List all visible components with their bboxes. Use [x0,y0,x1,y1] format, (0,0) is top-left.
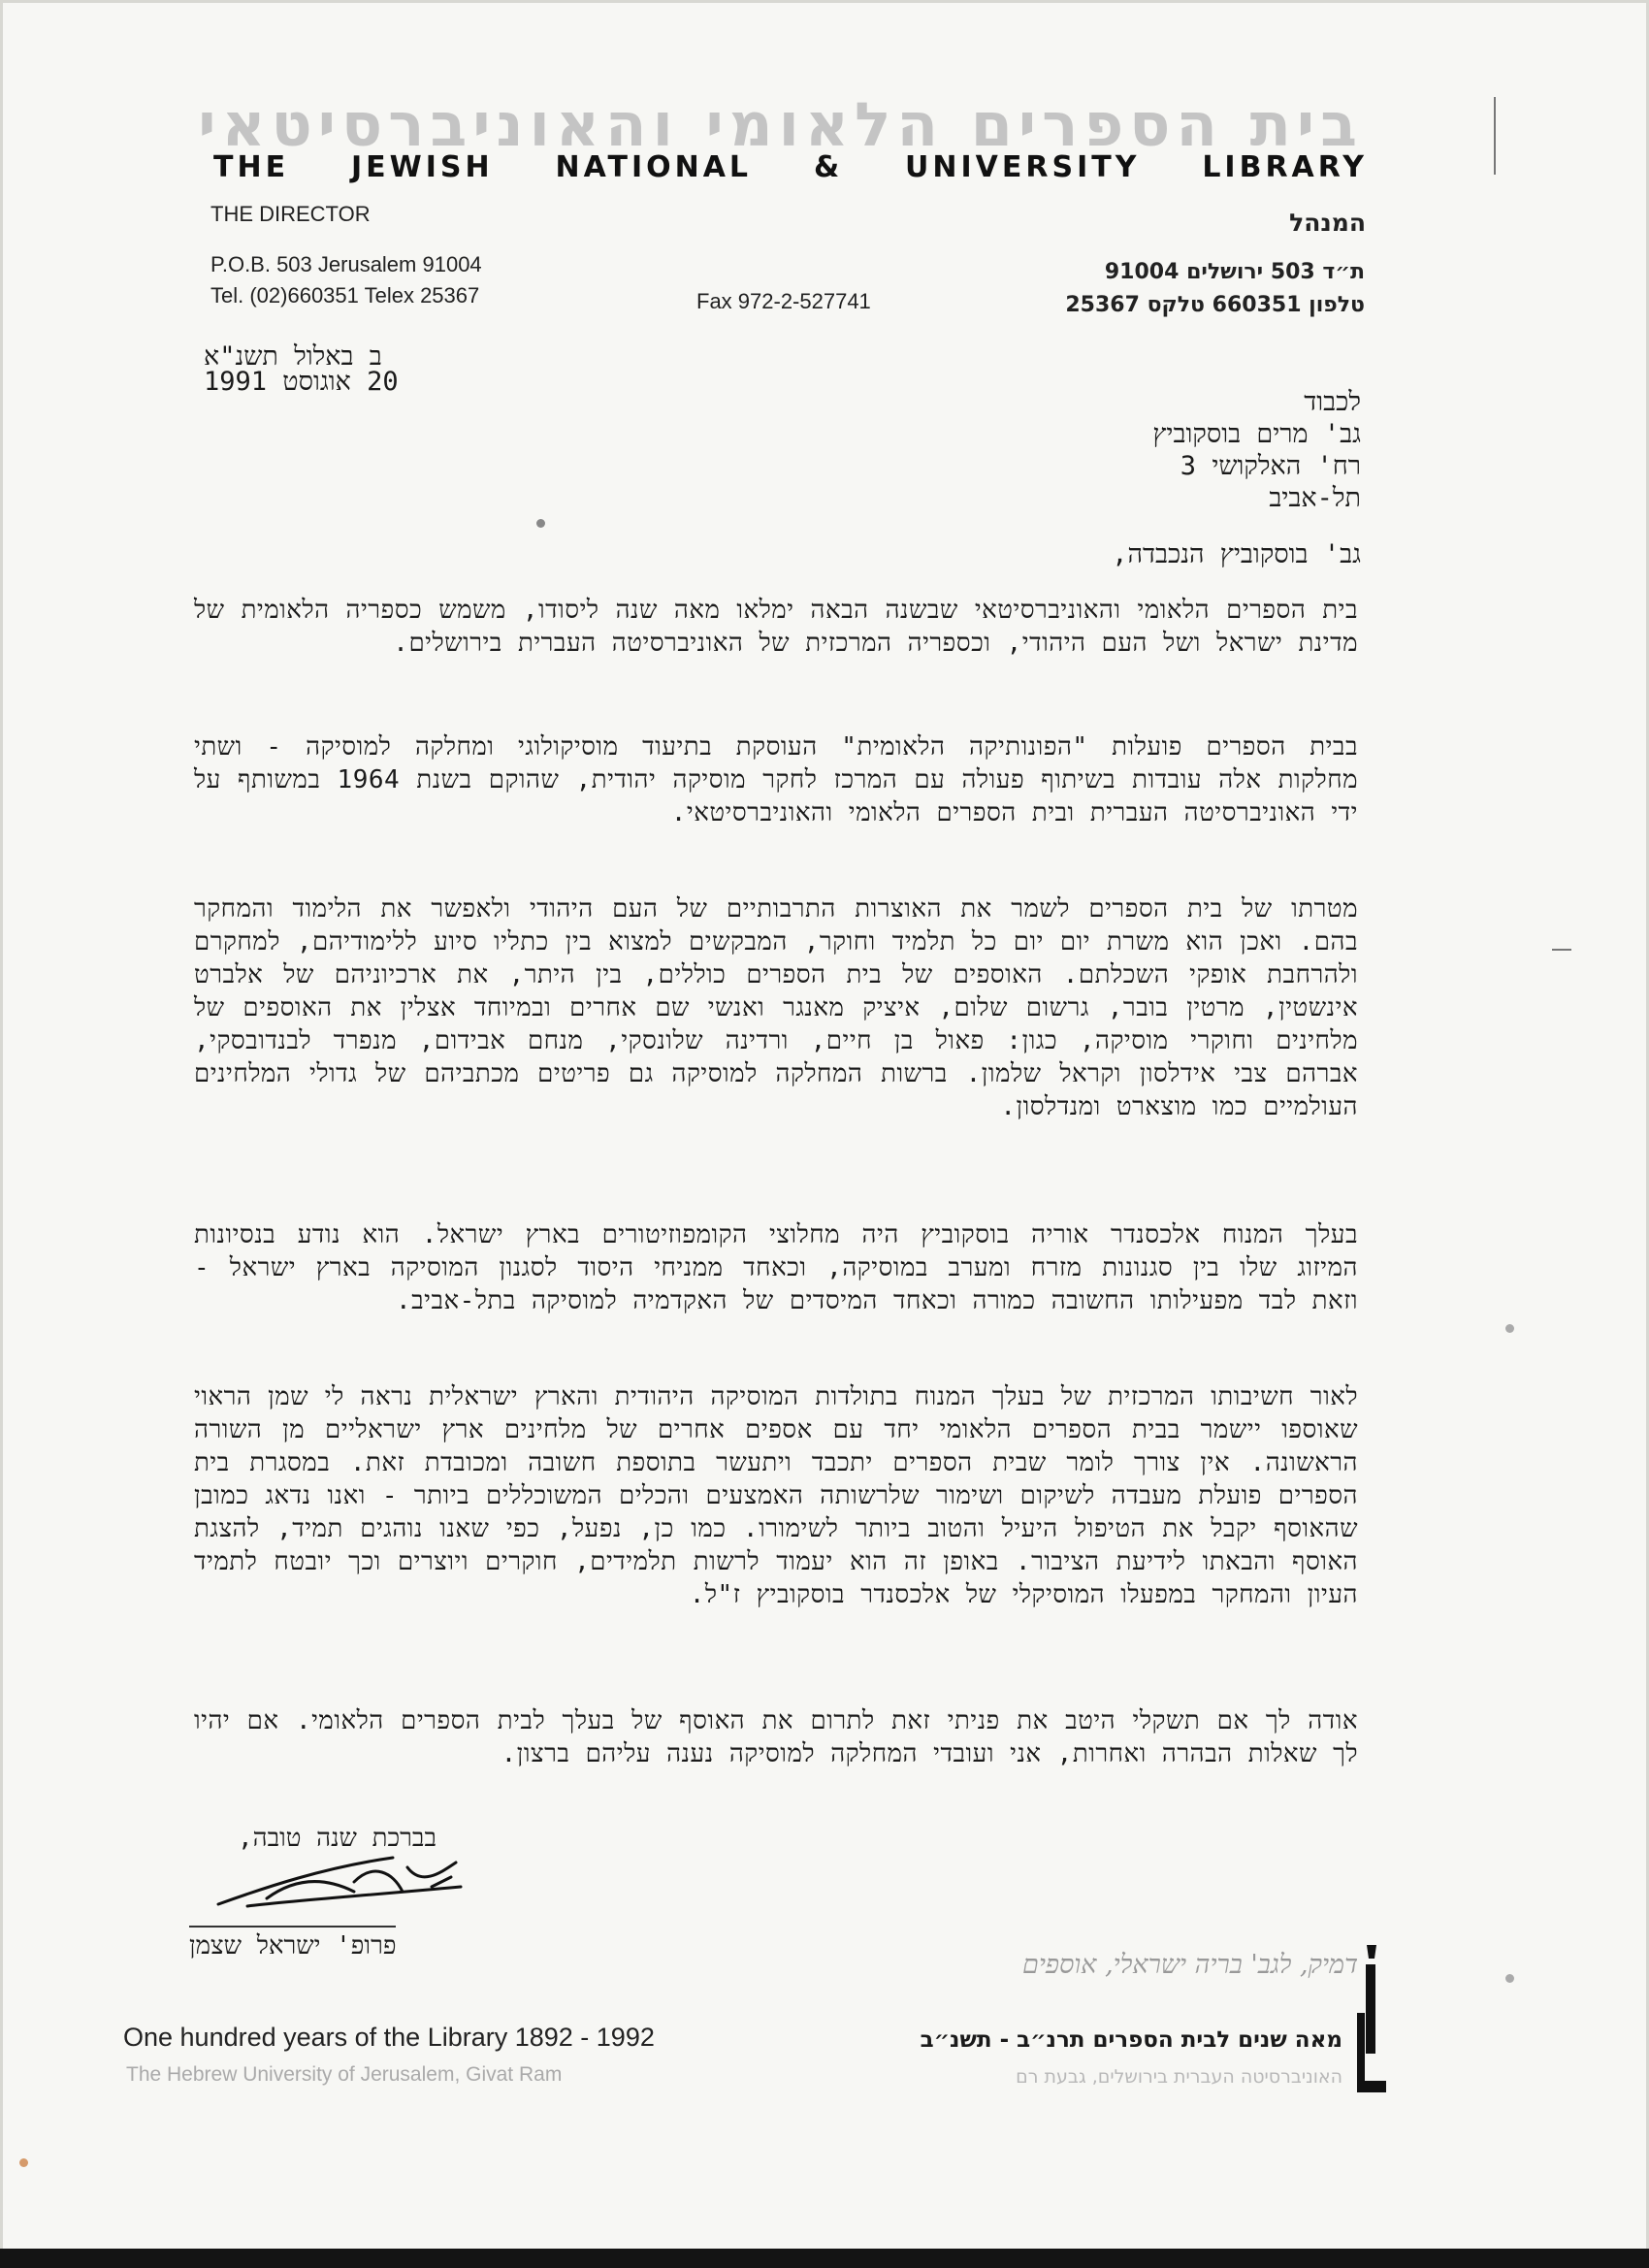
letterhead-word: LIBRARY [1202,150,1368,184]
director-title-he: המנהל [1289,209,1366,237]
pob-en: P.O.B. 503 Jerusalem 91004 [210,252,482,276]
scan-mark [1552,949,1571,951]
letterhead-hebrew-name: בית הספרים הלאומי והאוניברסיטאי [198,89,1363,160]
scan-dot [536,519,545,528]
date-hebrew: ב באלול תשנ"א [204,341,382,372]
signature-stroke [209,1848,480,1916]
fax: Fax 972-2-527741 [696,289,871,313]
body-paragraph: בבית הספרים פועלות "הפונותיקה הלאומית" העוסקת בתיעוד מוסיקולוגי ומחלקה למוסיקה - ושתי מחלקות אלה עובדות בשיתוף פעולה עם המרכז לחקר מוסיקה יהודית, שהוקם בשנת 1964 במשותף על ידי האוניברסיטה העברית ובית הספרים הלאומי והאוניברסיטאי. [194,732,1358,827]
body-paragraph: אודה לך אם תשקלי היטב את פניתי זאת לתרום את האוסף של בעלך לבית הספרים הלאומי. אם יהיו לך שאלות הבהרה ואחרות, אני ועובדי המחלקה למוסיקה נענה עליהם ברצון. [194,1706,1358,1768]
letterhead-word: & [813,150,844,184]
body-paragraph: בית הספרים הלאומי והאוניברסיטאי שבשנה הבאה ימלאו מאה שנה ליסודו, משמש כספריה הלאומית של מדינת ישראל ושל העם היהודי, וכספריה המרכזית של האוניברסיטה העברית בירושלים. [194,596,1358,658]
library-logo-icon [1353,1945,1388,2104]
recipient-address [1152,386,1361,514]
recipient-name: גב' מרים בוסקוביץ [1152,419,1361,449]
handwritten-signature [209,1848,480,1920]
letterhead-english-name [213,150,1368,184]
scan-dot [19,2158,28,2167]
scan-mark [1494,97,1496,175]
body-paragraph: לאור חשיבותו המרכזית של בעלך המנוח בתולדות המוסיקה היהודית והארץ ישראלית נראה לי שמן הראוי שאוספו יישמר בבית הספרים הלאומי יחד עם אספים אחרים של מלחינים ארץ ישראליים מן השורה הראשונה. אין צורך לומר שבית הספרים יתכבד ויתעשר בתוספת חשובה ומכובדת זאת. במסגרת בית הספרים פועלת מעבדה לשיקום ושימור שלרשותה האמצעים והכלים המשוכללים ביותר - ואנו נדאג כמובן שהאוסף יקבל את הטיפול היעיל והטוב ביותר לשימורו. כמו כן, נפעל, כפי שאנו נוהגים תמיד, להצגת האוסף והבאתו לידיעת הציבור. באופן זה הוא יעמוד לרשות תלמידים, חוקרים ויוצרים וכך יובטח לתמיד העיון והמחקר במפעלו המוסיקלי של אלכסנדר בוסקוביץ ז"ל. [194,1382,1358,1609]
footer-university-en: The Hebrew University of Jerusalem, Givat Ram [126,2063,563,2086]
letter-date [204,341,399,397]
footer-centennial-en: One hundred years of the Library 1892 - 1992 [123,2023,655,2052]
footer-university-he: האוניברסיטה העברית בירושלים, גבעת רם [1016,2066,1342,2088]
letterhead-word: UNIVERSITY [905,150,1141,184]
greeting: גב' בוסקוביץ הנכבדה, [1112,539,1361,569]
recipient-street: רח' האלקושי 3 [1180,451,1361,481]
tel-en: Tel. (02)660351 Telex 25367 [210,283,480,308]
recipient-city: תל-אביב [1269,483,1361,513]
footer-centennial-he: מאה שנים לבית הספרים תרנ״ב - תשנ״ב [920,2027,1342,2053]
closing: בברכת שנה טובה, [237,1824,436,1853]
recipient-salutation: לכבוד [1304,387,1361,417]
pob-he: ת״ד 503 ירושלים 91004 [1104,260,1365,284]
letterhead-word: NATIONAL [555,150,753,184]
handwritten-note: דמיק, לגב' בריה ישראלי, אוספים [1021,1950,1358,1980]
letterhead-word: THE [213,150,290,184]
director-title-en: THE DIRECTOR [210,202,371,226]
tel-he: טלפון 660351 טלקס 25367 [1065,293,1365,317]
scan-edge [0,2249,1649,2268]
scan-dot [1505,1324,1514,1333]
body-paragraph: מטרתו של בית הספרים לשמר את האוצרות התרבותיים של העם היהודי ולאפשר את הלימוד והמחקר בהם. ואכן הוא משרת יום יום כל תלמיד וחוקר, המבקשים למצוא בין כתליו סיוע ללימודיהם, למחקרם ולהרחבת אופקי השכלתם. האוספים של בית הספרים כוללים, בין היתר, את ארכיוניהם של אלברט אינשטין, מרטין בובר, גרשום שלום, איציק מאנגר ואנשי שם אחרים ובמיוחד אצלין את האוספים של מלחינים וחוקרי מוסיקה, כגון: פאול בן חיים, ורדינה שלונסקי, מנחם אבידום, מנפרד לבנדובסקי, אברהם צבי אידלסון וקראל שלמון. ברשות המחלקה למוסיקה גם פריטים מכתביהם של גדולי המלחינים העולמיים כמו מוצארט ומנדלסון. [194,894,1358,1121]
body-paragraph: בעלך המנוח אלכסנדר אוריה בוסקוביץ היה מחלוצי הקומפוזיטורים בארץ ישראל. הוא נודע בנסיונות המיזוג שלו בין סגנונות מזרח ומערב במוסיקה, וכאחד ממניחי היסוד לסגנון המוסיקה בארץ ישראל - וזאת לבד מפעילותו החשובה כמורה וכאחד המיסדים של האקדמיה למוסיקה בתל-אביב. [194,1220,1358,1315]
scan-dot [1505,1974,1514,1983]
signer-name: פרופ' ישראל שצמן [189,1926,396,1960]
letterhead-word: JEWISH [350,150,494,184]
date-gregorian: 20 אוגוסט 1991 [204,367,399,397]
